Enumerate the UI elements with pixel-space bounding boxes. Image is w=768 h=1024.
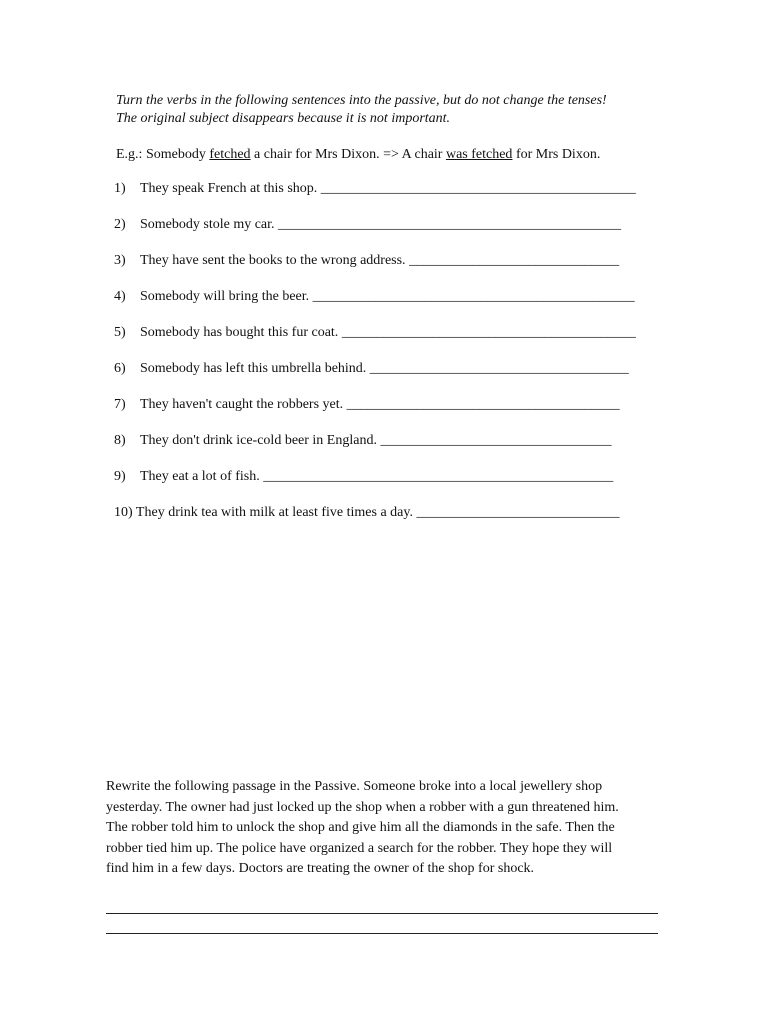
answer-blank[interactable]: __________________________________________ bbox=[341, 325, 636, 340]
exercise-number: 8) bbox=[114, 433, 126, 448]
instructions-line-2: The original subject disappears because it is not important. bbox=[116, 111, 451, 126]
example-prefix: E.g.: Somebody bbox=[116, 147, 210, 162]
exercise-item bbox=[114, 324, 674, 360]
exercise-sentence: Somebody stole my car. bbox=[140, 217, 275, 232]
passage-line: yesterday. The owner had just locked up the shop when a robber with a gun threatened him. bbox=[106, 799, 619, 815]
exercise-number: 5) bbox=[114, 325, 126, 340]
passage-line: The robber told him to unlock the shop and give him all the diamonds in the safe. Then the bbox=[106, 820, 615, 835]
instructions-line-1: Turn the verbs in the following sentences into the passive, but do not change the tenses! bbox=[116, 93, 607, 108]
exercise-item bbox=[114, 468, 674, 504]
example-active-verb: fetched bbox=[209, 147, 251, 162]
answer-blank[interactable]: _____________________________________ bbox=[369, 361, 629, 376]
answer-blank[interactable]: _____________________________________________ bbox=[320, 181, 636, 196]
exercise-item bbox=[114, 180, 674, 216]
answer-blank[interactable]: _________________________________ bbox=[380, 433, 612, 448]
exercise-item bbox=[114, 360, 674, 396]
exercise-item bbox=[114, 216, 674, 252]
example-suffix: for Mrs Dixon. bbox=[512, 147, 601, 162]
exercise-number: 10) bbox=[114, 505, 133, 520]
passage-answer-lines bbox=[106, 893, 658, 934]
exercise-sentence: Somebody will bring the beer. bbox=[140, 289, 310, 304]
exercise-number: 2) bbox=[114, 217, 126, 232]
example-sentence bbox=[116, 146, 600, 164]
exercise-item bbox=[114, 504, 674, 540]
answer-blank[interactable]: _________________________________________________ bbox=[278, 217, 622, 232]
exercise-number: 6) bbox=[114, 361, 126, 376]
answer-line[interactable] bbox=[106, 893, 658, 914]
example-passive-verb: was fetched bbox=[445, 147, 513, 162]
exercise-item bbox=[114, 252, 674, 288]
exercise-number: 9) bbox=[114, 469, 126, 484]
exercise-sentence: They eat a lot of fish. bbox=[140, 469, 260, 484]
answer-blank[interactable]: __________________________________________________ bbox=[263, 469, 614, 484]
exercise-sentence: Somebody has bought this fur coat. bbox=[140, 325, 339, 340]
answer-blank[interactable]: _______________________________________ bbox=[346, 397, 620, 412]
exercise-number: 1) bbox=[114, 181, 126, 196]
exercise-number: 3) bbox=[114, 253, 126, 268]
exercise-sentence: Somebody has left this umbrella behind. bbox=[140, 361, 367, 376]
exercise-list bbox=[114, 180, 674, 540]
exercise-item bbox=[114, 396, 674, 432]
exercise-sentence: They haven't caught the robbers yet. bbox=[140, 397, 344, 412]
exercise-sentence: They speak French at this shop. bbox=[140, 181, 318, 196]
example-middle: a chair for Mrs Dixon. => A chair bbox=[250, 147, 446, 162]
exercise-item bbox=[114, 432, 674, 468]
answer-line[interactable] bbox=[106, 914, 658, 934]
passage bbox=[106, 777, 666, 880]
answer-blank[interactable]: ______________________________________________ bbox=[312, 289, 635, 304]
instructions bbox=[116, 92, 676, 128]
answer-blank[interactable]: _____________________________ bbox=[416, 505, 620, 520]
exercise-sentence: They don't drink ice-cold beer in England. bbox=[140, 433, 377, 448]
exercise-sentence: They drink tea with milk at least five times a day. bbox=[135, 505, 413, 520]
exercise-number: 7) bbox=[114, 397, 126, 412]
exercise-sentence: They have sent the books to the wrong address. bbox=[140, 253, 406, 268]
passage-line: Rewrite the following passage in the Passive. Someone broke into a local jewellery shop bbox=[106, 779, 603, 794]
passage-line: robber tied him up. The police have organized a search for the robber. They hope they will bbox=[106, 840, 613, 856]
answer-blank[interactable]: ______________________________ bbox=[409, 253, 620, 268]
exercise-number: 4) bbox=[114, 289, 126, 304]
exercise-item bbox=[114, 288, 674, 324]
passage-line: find him in a few days. Doctors are treating the owner of the shop for shock. bbox=[106, 861, 535, 876]
